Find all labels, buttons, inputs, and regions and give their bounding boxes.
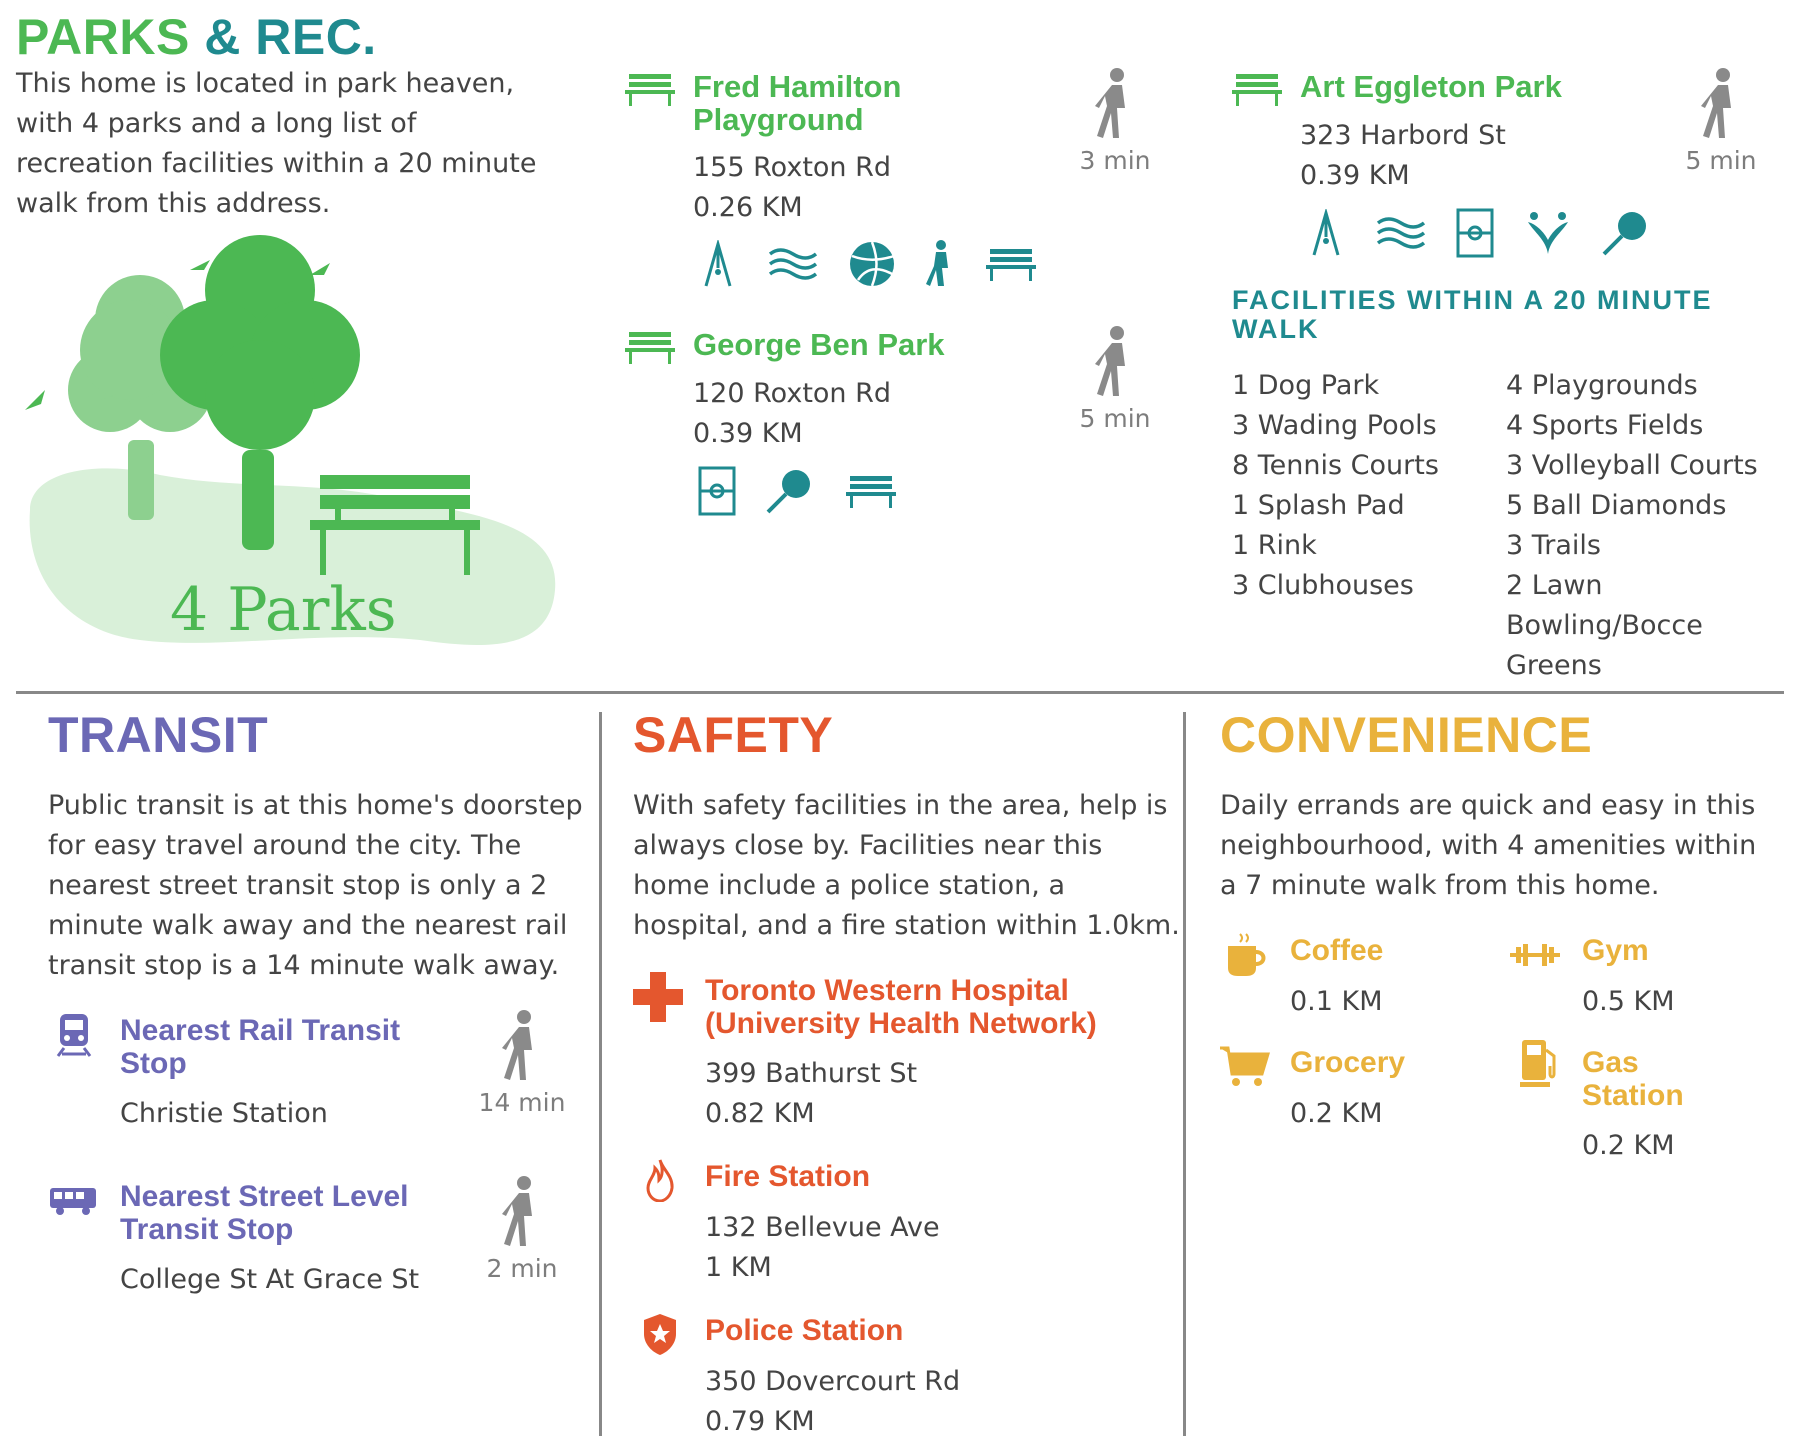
gas-station-name[interactable] bbox=[1582, 1046, 1684, 1112]
safety-title: SAFETY bbox=[633, 707, 834, 763]
bench-icon bbox=[846, 474, 896, 508]
fire-icon bbox=[645, 1158, 675, 1202]
column-divider bbox=[1183, 712, 1186, 1436]
walk-icon bbox=[502, 1176, 542, 1248]
park-1-distance: 0.26 KM bbox=[693, 192, 803, 223]
park-1-name[interactable]: Fred Hamilton Playground bbox=[693, 69, 902, 137]
transit-intro bbox=[48, 786, 583, 986]
park-2-walk bbox=[1070, 326, 1160, 433]
fire-station-distance: 1 KM bbox=[705, 1252, 772, 1283]
facility-item: 1 Dog Park bbox=[1232, 370, 1380, 401]
park-3-walk-time: 5 min bbox=[1685, 146, 1757, 175]
gas-pump-icon bbox=[1520, 1038, 1558, 1090]
park-2-name[interactable]: George Ben Park bbox=[693, 327, 945, 362]
street-stop-name[interactable] bbox=[120, 1180, 409, 1246]
hospital-name-line2: (University Health Network) bbox=[705, 1007, 1097, 1040]
facility-item: 1 Rink bbox=[1232, 530, 1317, 561]
park-3-name[interactable]: Art Eggleton Park bbox=[1300, 69, 1562, 104]
facility-item: 3 Wading Pools bbox=[1232, 410, 1437, 441]
transit-intro-line: transit stop is a 14 minute walk away. bbox=[48, 950, 560, 981]
facility-item: Greens bbox=[1506, 650, 1602, 681]
park-3-walk bbox=[1676, 68, 1766, 175]
splash-pad-icon bbox=[1524, 210, 1572, 256]
facility-item: 4 Sports Fields bbox=[1506, 410, 1704, 441]
parks-title bbox=[16, 8, 377, 66]
volleyball-icon bbox=[848, 240, 896, 288]
facilities-left-list bbox=[1232, 366, 1439, 606]
park-3-address: 323 Harbord St bbox=[1300, 120, 1506, 151]
column-divider bbox=[599, 712, 602, 1436]
hospital-name-line1: Toronto Western Hospital bbox=[705, 974, 1069, 1007]
grocery-cart-icon bbox=[1220, 1044, 1270, 1088]
facility-item: 3 Clubhouses bbox=[1232, 570, 1414, 601]
rail-stop-name[interactable] bbox=[120, 1014, 400, 1080]
facilities-title: FACILITIES WITHIN A 20 MINUTE WALK bbox=[1232, 285, 1713, 344]
wading-pool-icon bbox=[1376, 213, 1426, 253]
sports-field-icon bbox=[1456, 208, 1494, 258]
park-1-walk-time: 3 min bbox=[1079, 146, 1151, 175]
transit-intro-line: for easy travel around the city. The bbox=[48, 830, 522, 861]
bus-icon bbox=[48, 1186, 98, 1216]
section-divider bbox=[16, 691, 1784, 694]
gas-station-distance: 0.2 KM bbox=[1582, 1130, 1675, 1161]
rail-stop-name-line1: Nearest Rail Transit bbox=[120, 1014, 401, 1047]
police-station-name[interactable]: Police Station bbox=[705, 1314, 904, 1347]
street-stop-place: College St At Grace St bbox=[120, 1264, 420, 1295]
bench-icon bbox=[986, 247, 1036, 281]
street-stop-walk-time: 2 min bbox=[486, 1254, 558, 1283]
safety-intro-line: With safety facilities in the area, help is bbox=[633, 790, 1168, 821]
park-2-walk-time: 5 min bbox=[1079, 404, 1151, 433]
hospital-distance: 0.82 KM bbox=[705, 1098, 815, 1129]
gym-name[interactable]: Gym bbox=[1582, 934, 1649, 967]
bench-icon bbox=[1232, 72, 1282, 106]
trail-icon bbox=[926, 240, 956, 288]
facility-item: 3 Trails bbox=[1506, 530, 1602, 561]
safety-intro-line: always close by. Facilities near this bbox=[633, 830, 1103, 861]
park-1-walk bbox=[1070, 68, 1160, 175]
convenience-intro-line: neighbourhood, with 4 amenities within bbox=[1220, 830, 1757, 861]
facility-item: 5 Ball Diamonds bbox=[1506, 490, 1727, 521]
gas-station-name-line1: Gas bbox=[1582, 1046, 1639, 1079]
walk-icon bbox=[1095, 326, 1135, 398]
transit-intro-line: Public transit is at this home's doorstep bbox=[48, 790, 583, 821]
bench-icon bbox=[625, 72, 675, 106]
parks-title-a: PARKS bbox=[16, 9, 190, 65]
sports-field-icon bbox=[698, 466, 736, 516]
rail-stop-name-line2: Stop bbox=[120, 1047, 187, 1080]
facility-item: 2 Lawn bbox=[1506, 570, 1603, 601]
coffee-distance: 0.1 KM bbox=[1290, 986, 1383, 1017]
park-3-amenities bbox=[1306, 208, 1652, 258]
safety-intro-line: hospital, and a fire station within 1.0km. bbox=[633, 910, 1180, 941]
wading-pool-icon bbox=[768, 244, 818, 284]
park-2-address: 120 Roxton Rd bbox=[693, 378, 892, 409]
park-3-distance: 0.39 KM bbox=[1300, 160, 1410, 191]
coffee-icon bbox=[1226, 932, 1266, 978]
safety-intro-line: home include a police station, a bbox=[633, 870, 1065, 901]
transit-title: TRANSIT bbox=[48, 707, 269, 763]
facilities-right-list bbox=[1506, 366, 1758, 686]
rail-stop-place: Christie Station bbox=[120, 1098, 328, 1129]
park-1-amenities bbox=[698, 240, 1036, 288]
coffee-name[interactable]: Coffee bbox=[1290, 934, 1384, 967]
hospital-cross-icon bbox=[633, 972, 683, 1022]
train-icon bbox=[56, 1010, 92, 1058]
convenience-intro bbox=[1220, 786, 1756, 906]
police-station-distance: 0.79 KM bbox=[705, 1406, 815, 1436]
tennis-icon bbox=[766, 468, 816, 514]
playground-icon bbox=[698, 240, 738, 288]
street-stop-name-line1: Nearest Street Level bbox=[120, 1180, 409, 1213]
fire-station-address: 132 Bellevue Ave bbox=[705, 1212, 940, 1243]
grocery-distance: 0.2 KM bbox=[1290, 1098, 1383, 1129]
walk-icon bbox=[1701, 68, 1741, 140]
gas-station-name-line2: Station bbox=[1582, 1079, 1684, 1112]
bench-icon bbox=[625, 330, 675, 364]
playground-icon bbox=[1306, 209, 1346, 257]
gym-distance: 0.5 KM bbox=[1582, 986, 1675, 1017]
rail-stop-walk-time: 14 min bbox=[478, 1088, 566, 1117]
convenience-intro-line: Daily errands are quick and easy in this bbox=[1220, 790, 1756, 821]
facility-item: 4 Playgrounds bbox=[1506, 370, 1698, 401]
parks-intro: This home is located in park heaven, with 4 parks and a long list of recreation facilities within a 20 minute walk from this address. bbox=[16, 68, 537, 219]
transit-intro-line: nearest street transit stop is only a 2 bbox=[48, 870, 548, 901]
street-stop-name-line2: Transit Stop bbox=[120, 1213, 294, 1246]
hospital-address: 399 Bathurst St bbox=[705, 1058, 918, 1089]
facility-item: 3 Volleyball Courts bbox=[1506, 450, 1758, 481]
hospital-name[interactable] bbox=[705, 974, 1097, 1040]
convenience-intro-line: a 7 minute walk from this home. bbox=[1220, 870, 1660, 901]
park-2-amenities bbox=[698, 466, 896, 516]
facility-item: 1 Splash Pad bbox=[1232, 490, 1405, 521]
police-badge-icon bbox=[642, 1312, 678, 1356]
safety-intro bbox=[633, 786, 1180, 946]
park-1-address: 155 Roxton Rd bbox=[693, 152, 892, 183]
walk-icon bbox=[502, 1010, 542, 1082]
facility-item: 8 Tennis Courts bbox=[1232, 450, 1439, 481]
walk-icon bbox=[1095, 68, 1135, 140]
parks-title-b: & REC. bbox=[204, 9, 377, 65]
parks-count: 4 Parks bbox=[170, 575, 397, 645]
facility-item: Bowling/Bocce bbox=[1506, 610, 1703, 641]
police-station-address: 350 Dovercourt Rd bbox=[705, 1366, 961, 1397]
park-2-distance: 0.39 KM bbox=[693, 418, 803, 449]
fire-station-name[interactable]: Fire Station bbox=[705, 1160, 871, 1193]
grocery-name[interactable]: Grocery bbox=[1290, 1046, 1406, 1079]
rail-stop-walk bbox=[474, 1010, 570, 1117]
gym-dumbbell-icon bbox=[1510, 944, 1560, 966]
street-stop-walk bbox=[474, 1176, 570, 1283]
tennis-icon bbox=[1602, 210, 1652, 256]
convenience-title: CONVENIENCE bbox=[1220, 707, 1593, 763]
transit-intro-line: minute walk away and the nearest rail bbox=[48, 910, 568, 941]
